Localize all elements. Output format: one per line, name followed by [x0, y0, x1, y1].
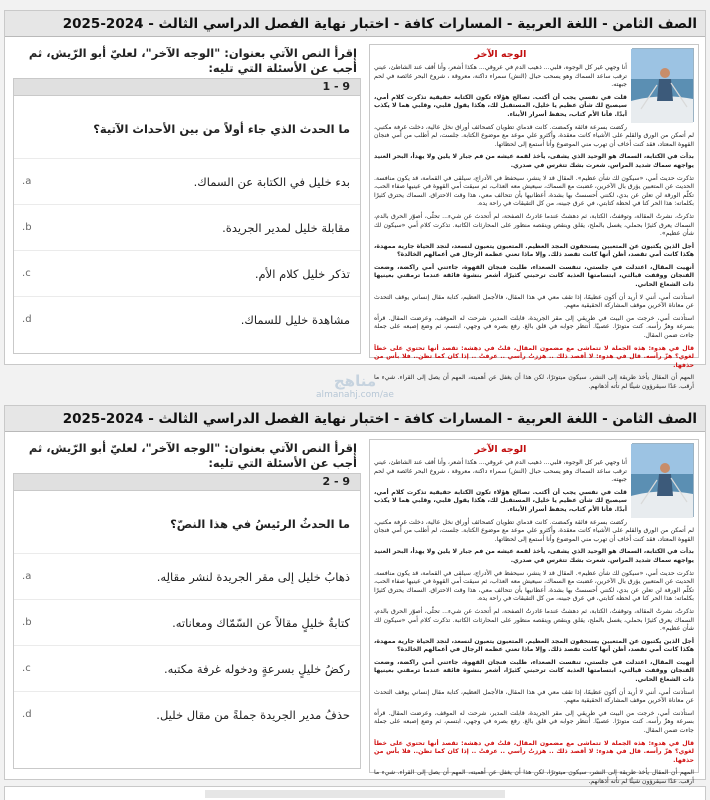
passage-paragraph: أجل الذين يكتبون عن المتعبين يستحقون المجد العظيم. المتعبون يتعبون لنسعد، لنجد الحياة جارية ممهدة، هكذا كانت أمي تقصد، أظن أنها كانت تقصد ذلك. وإلا ماذا تعني عظمة الرجال في أعمالهم الخالدة؟ [374, 242, 694, 259]
question-card [13, 491, 361, 769]
answer-option[interactable] [14, 599, 360, 645]
option-text: تذكر خليل كلام الأم. [254, 266, 350, 281]
option-text: كتابةُ خليلٍ مقالاً عن السّمّاك ومعاناته. [172, 615, 350, 630]
option-text: ركضُ خليلٍ بسرعةٍ ودخوله غرفة مكتبه. [163, 661, 350, 676]
question-column [13, 439, 361, 773]
reading-passage[interactable] [369, 44, 699, 390]
answer-option[interactable] [14, 250, 360, 296]
passage-paragraph: أنا وجهي غير كل الوجوه، قلبي... ذهيب الدم في عروقي... هكذا أشعر، وأنا أقف عند الشاطئ، عيني ترقب ساعد السماك وهو يسحب حبال (النش) سمراء داكنة، معروقة ، شروخ البحر غائصة في لحم جبهته. [374, 459, 627, 484]
answer-option[interactable] [14, 553, 360, 599]
passage-paragraph: ركضت بسرعة فائقة وكمضت. كانت قدماي تطويان كصحائف أوراق نخل عالية، دخلت غرفة مكتبي، لم أتمكن من الورق والقلم على الأشياء كانت معقدة، وأكثرو علي موعد مع موضوع الكتابة. جلست، لم أطلب من أمي فنجان القهوة المعتاد، فقد كنت أخاف أن تهرب مني الموضوع وأنا أستمع إلى لحظاتها. [374, 123, 694, 148]
passage-paragraph: استأذنت أمي، خرجت من البيت في طريقي إلى مقر الجريدة، قابلت المدير، شرحت له الموقف، وعرضت المقال. قرأه بسرعة وهزّ رأسه. كنت متوترًا. عصبيًا. أنتظر جوابه في قلق بالغ. رفع بصره في وجهي، ابتسم، ثم وضع إصبعه على جملة جاءت ضمن المقال. [374, 709, 694, 735]
fisherman-photo [632, 443, 694, 517]
option-letter: a. [22, 176, 32, 187]
question-text: ما الحدثُ الرئيسُ في هذا النصّ؟ [170, 517, 350, 531]
answer-option[interactable] [14, 691, 360, 737]
passage-paragraph: قلت في نفسي يجب أن أكتب. تصالح هؤلاء تكون الكتابة حقيقية تذكرت كلام أمي، سيصبح لك شأن عظيم يا خليل، المستقبل لك، هكذا يقول قلبي، وقلبي هما لا يكذب أبدًا. فأنا الأم كتاب، يحفظ أسرار الأبناء. [374, 488, 627, 513]
option-letter: a. [22, 571, 32, 582]
question-text: ما الحدث الذي جاء أولاً من بين الأحداث الآتية؟ [93, 122, 350, 136]
option-letter: b. [22, 222, 32, 233]
passage-paragraph: أنهيت المقال، اعتدلت في جلستي، تنفست الصعداء، طلبت فنجان القهوة، جاءتني أمي راكضة، وضعت الفنجان ووقفت قبالتي، ابتسامتها العذبة كانت ترحبني كثيرًا، أشعر بنشوة فائقة عندما ترمقني بعينيها ذات الشعاع الحاني. [374, 658, 694, 684]
passage-title: الوجه الآخر [474, 444, 527, 455]
option-letter: c. [22, 663, 31, 674]
passage-paragraph: تذكرت حديث أمي، «سيكون لك شأن عظيم». المقال قد لا ينشر، سيحفظ في الأدراج، سيلقى في القمامة، قد يكون منافسة. الحديث عن المتعبين يؤرق بال الآخرين، غضبت مع السماك، سيعيش معه العذاب، ثم سيقت أمي القهوة في عينيها صفاء الحب، تكلّم الورقة لن تعلن عن بدي، لكنني أحسستُ بها بشدة، أعطانيها بأن تتحالف معي، هذا وقت الاحتراق. السماك يحترق كثيرًا بكلماته: هذا الحر كنا في لحظة كتابتي، في عرق جبينه، من كل التقيقات في راحة يده. [374, 569, 694, 603]
site-watermark [200, 368, 510, 402]
reading-passage[interactable] [369, 439, 699, 785]
option-text: مشاهدة خليل للسماك. [240, 312, 350, 327]
option-text: بدء خليل في الكتابة عن السماك. [193, 174, 350, 189]
passage-paragraph: بدأت في الكتابة، السماك هو الوحيد الذي يشقى، يأخذ لقمة عيشه من فم جبار لا يلين ولا يهدأ، البحر العنيد يواجهه سماك شديد المراس. شعرت بشك تتغرس في صدري. [374, 548, 694, 564]
passage-paragraph: المهم أن المقال يأخذ طريقة إلى النشر، سيكون ميتوترًا، لكن هذا أن يغفل عن أهميته، المهم أن يصل إلى القراء. شيء ما أرقب. غدًا سيقرؤون شيئًا لم تأته أذهانهم. [374, 374, 694, 390]
option-letter: d. [22, 314, 32, 325]
answer-option[interactable] [14, 296, 360, 342]
watermark-url: almanahj.com/ae [316, 390, 394, 400]
exam-page-2 [4, 405, 706, 785]
option-letter: d. [22, 709, 32, 720]
question-instruction: إقرأ النص الآتي بعنوان: "الوجه الآخر"، لعليّ أبو الرّيش، ثم أجب عن الأسئلة التي تليه: [28, 46, 357, 75]
passage-paragraph: بدأت في الكتابة، السماك هو الوحيد الذي يشقى، يأخذ لقمة عيشه من فم جبار لا يلين ولا يهدأ، البحر العنيد يواجهه سماك شديد المراس. شعرت بشك تتغرس في صدري. [374, 153, 694, 169]
question-number: 9 - 1 [13, 78, 361, 96]
passage-paragraph: قال في هدوء: هذه الجملة لا تتماشى مع مضمون المقال، قلتُ في دهشة: تقصد أنها تحتوي على خطأ لغوي؟ هزّ رأسه. قال في هدوء: لا أقصد ذلك .. هززتُ رأسي .. عرفتُ .. إذا كان كما تظن.. فلا بأس من حذفها. [374, 739, 694, 764]
passage-paragraph: تذكرتُ، نشرتُ المقالة، وتوقفتُ، الكتابة، ثم دهشتُ عندما غادرتُ الصفحة، لم أتحدث عن شيء... تحلّى، أصوّر الحرق بالدم، السماك يعرق كثيرًا بحملي، يغسل بالملح، يقلق وينقص وينقصه منظور على المحارثات الكاتبة. تذكرت كلام أمي «سيكون لك شأن عظيم». [374, 607, 694, 633]
passage-paragraph: تذكرت حديث أمي، «سيكون لك شأن عظيم». المقال قد لا ينشر، سيحفظ في الأدراج، سيلقى في القمامة، قد يكون منافسة. الحديث عن المتعبين يؤرق بال الآخرين، غضبت مع السماك، سيعيش معه العذاب، ثم سيقت أمي القهوة في عينيها صفاء الحب، تكلّم الورقة لن تعلن عن بدي، لكنني أحسستُ بها بشدة، أعطانيها بأن تتحالف معي، هذا وقت الاحتراق. السماك يحترق كثيرًا بكلماته: هذا الحر كنا في لحظة كتابتي، في عرق جبينه، من كل التقيقات في راحة يده. [374, 174, 694, 208]
passage-paragraph: استأذنت أمي، أنني لا أريد أن أكون عظيمًا، إذا تقف معي في هذا المقال، فالأجمل العظيم، كتابة مقال إنساني يوقف التحدث عن معاناة الآخرين موقف المشاركة الحقيقية معهم. [374, 293, 694, 310]
page-header: الصف الثامن - اللغة العربية - المسارات كافة - اختبار نهاية الفصل الدراسي الثالث - 2024-2025 [5, 406, 705, 432]
watermark-logo: مناهج [333, 372, 377, 390]
question-card [13, 96, 361, 354]
passage-paragraph: قلت في نفسي يجب أن أكتب. تصالح هؤلاء تكون الكتابة حقيقية تذكرت كلام أمي، سيصبح لك شأن عظيم يا خليل، المستقبل لك، هكذا يقول قلبي، وقلبي هما لا يكذب أبدًا. فأنا الأم كتاب، يحفظ أسرار الأبناء. [374, 93, 627, 118]
passage-title: الوجه الآخر [474, 49, 527, 60]
passage-paragraph: استأذنت أمي، أنني لا أريد أن أكون عظيمًا، إذا تقف معي في هذا المقال، فالأجمل العظيم، كتابة مقال إنساني يوقف التحدث عن معاناة الآخرين موقف المشاركة الحقيقية معهم. [374, 688, 694, 705]
option-text: ذهابُ خليل إلى مقر الجريدة لنشر مقالِه. [156, 569, 350, 584]
passage-paragraph: تذكرتُ، نشرتُ المقالة، وتوقفتُ، الكتابة، ثم دهشتُ عندما غادرتُ الصفحة، لم أتحدث عن شيء... تحلّى، أصوّر الحرق بالدم، السماك يعرق كثيرًا بحملي، يغسل بالملح، يقلق وينقص وينقصه منظور على المحارثات الكاتبة. تذكرت كلام أمي «سيكون لك شأن عظيم». [374, 212, 694, 238]
passage-paragraph: أنهيت المقال، اعتدلت في جلستي، تنفست الصعداء، طلبت فنجان القهوة، جاءتني أمي راكضة، وضعت الفنجان ووقفت قبالتي، ابتسامتها العذبة كانت ترحبني كثيرًا، أشعر بنشوة فائقة عندما ترمقني بعينيها ذات الشعاع الحاني. [374, 263, 694, 289]
answer-option[interactable] [14, 645, 360, 691]
option-letter: c. [22, 268, 31, 279]
passage-paragraph: أجل الذين يكتبون عن المتعبين يستحقون المجد العظيم. المتعبون يتعبون لنسعد، لنجد الحياة جارية ممهدة، هكذا كانت أمي تقصد، أظن أنها كانت تقصد ذلك. وإلا ماذا تعني عظمة الرجال في أعمالهم الخالدة؟ [374, 637, 694, 654]
next-page-edge [4, 786, 706, 800]
option-letter: b. [22, 617, 32, 628]
question-number: 9 - 2 [13, 473, 361, 491]
option-text: حذفُ مدير الجريدة جملةً من مقال خليل. [156, 707, 350, 722]
passage-paragraph: أنا وجهي غير كل الوجوه، قلبي... ذهيب الدم في عروقي... هكذا أشعر، وأنا أقف عند الشاطئ، عيني ترقب ساعد السماك وهو يسحب حبال (النش) سمراء داكنة، معروقة ، شروخ البحر غائصة في لحم جبهته. [374, 64, 627, 89]
page-header: الصف الثامن - اللغة العربية - المسارات كافة - اختبار نهاية الفصل الدراسي الثالث - 2024-2025 [5, 11, 705, 37]
passage-paragraph: ركضت بسرعة فائقة وكمضت. كانت قدماي تطويان كصحائف أوراق نخل عالية، دخلت غرفة مكتبي، لم أتمكن من الورق والقلم على الأشياء كانت معقدة، وأكثرو علي موعد مع موضوع الكتابة. جلست، لم أطلب من أمي فنجان القهوة المعتاد، فقد كنت أخاف أن تهرب مني الموضوع وأنا أستمع إلى لحظاتها. [374, 518, 694, 543]
question-instruction: إقرأ النص الآتي بعنوان: "الوجه الآخر"، لعليّ أبو الرّيش، ثم أجب عن الأسئلة التي تليه: [28, 441, 357, 470]
next-page-header-bar [205, 790, 505, 798]
option-text: مقابلة خليل لمدير الجريدة. [222, 220, 350, 235]
passage-paragraph: المهم أن المقال يأخذ طريقة إلى النشر، سيكون ميتوترًا، لكن هذا أن يغفل عن أهميته، المهم أن يصل إلى القراء. شيء ما أرقب. غدًا سيقرؤون شيئًا لم تأته أذهانهم. [374, 769, 694, 785]
question-column [13, 44, 361, 358]
answer-option[interactable] [14, 158, 360, 204]
passage-paragraph: استأذنت أمي، خرجت من البيت في طريقي إلى مقر الجريدة، قابلت المدير، شرحت له الموقف، وعرضت المقال. قرأه بسرعة وهزّ رأسه. كنت متوترًا. عصبيًا. أنتظر جوابه في قلق بالغ. رفع بصره في وجهي، ابتسم، ثم وضع إصبعه على جملة جاءت ضمن المقال. [374, 314, 694, 340]
fisherman-photo [632, 48, 694, 122]
passage-paragraph: قال في هدوء: هذه الجملة لا تتماشى مع مضمون المقال، قلتُ في دهشة: تقصد أنها تحتوي على خطأ لغوي؟ هزّ رأسه. قال في هدوء: لا أقصد ذلك .. هززتُ رأسي .. عرفتُ .. إذا كان كما تظن.. فلا بأس من حذفها. [374, 344, 694, 369]
answer-option[interactable] [14, 204, 360, 250]
